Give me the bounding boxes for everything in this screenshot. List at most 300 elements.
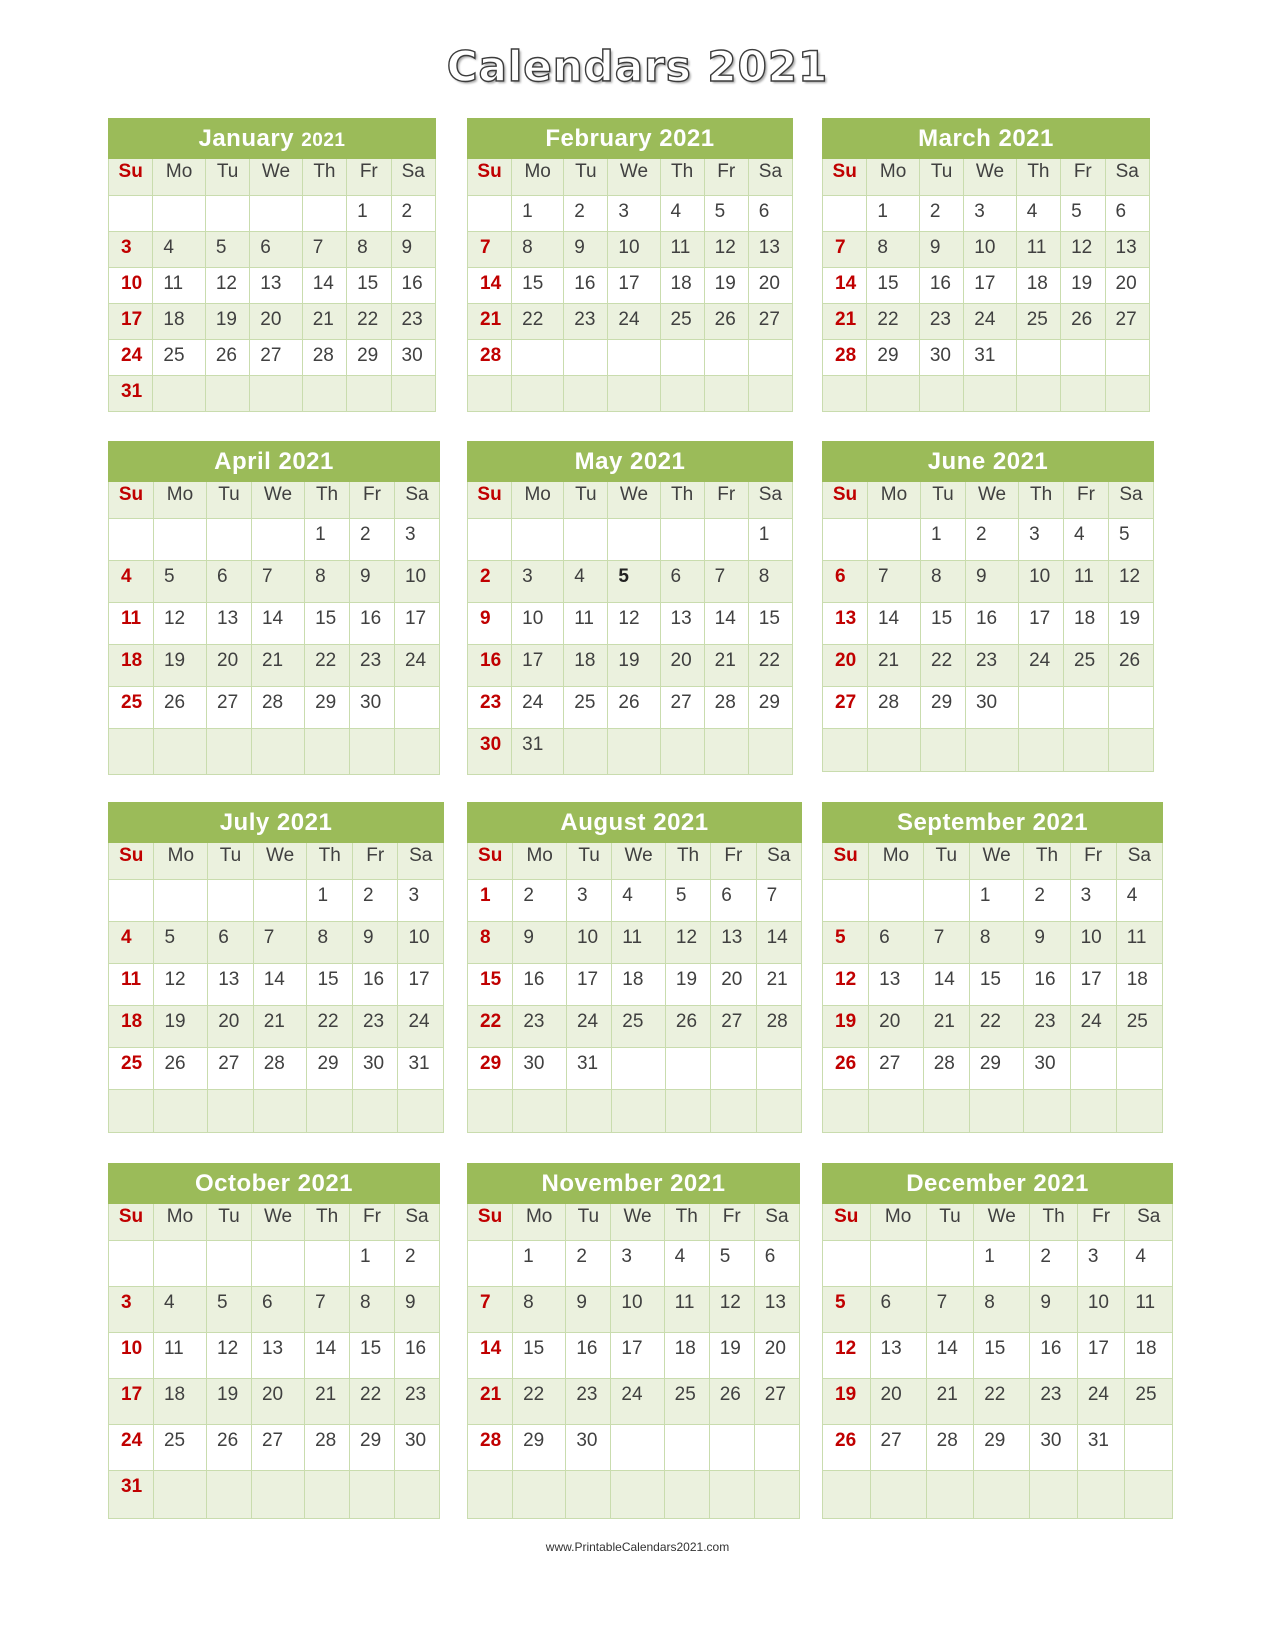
day-cell: [251, 729, 304, 775]
footer-url: www.PrintableCalendars2021.com: [545, 1540, 730, 1554]
weekday-label: Mo: [513, 1204, 566, 1241]
day-cell: 13: [748, 232, 792, 268]
day-cell: 25: [109, 1048, 154, 1090]
day-cell: [969, 1090, 1024, 1133]
month-header: [468, 119, 793, 159]
day-cell: 28: [867, 687, 920, 729]
weekday-row: [823, 1204, 1173, 1241]
day-cell: 24: [1070, 1006, 1116, 1048]
day-cell: 9: [391, 232, 436, 268]
day-cell: [564, 376, 608, 412]
day-cell: 23: [394, 1379, 439, 1425]
day-cell: 27: [660, 687, 704, 729]
day-cell: 8: [974, 1287, 1030, 1333]
day-cell: [974, 1471, 1030, 1519]
day-cell: 17: [1070, 964, 1116, 1006]
day-cell: 21: [468, 1379, 513, 1425]
day-cell: 25: [1125, 1379, 1173, 1425]
day-cell: [869, 1090, 924, 1133]
day-cell: 29: [350, 1425, 395, 1471]
weekday-label: Su: [468, 159, 512, 196]
day-cell: 10: [1070, 922, 1116, 964]
day-cell: 20: [711, 964, 756, 1006]
weekday-label: Su: [468, 843, 513, 880]
weekday-label: Sa: [391, 159, 436, 196]
day-cell: 29: [513, 1425, 566, 1471]
week-row: [109, 196, 436, 232]
week-row: [109, 268, 436, 304]
day-cell: 5: [709, 1241, 754, 1287]
day-cell: 10: [566, 922, 611, 964]
day-cell: 26: [709, 1379, 754, 1425]
day-cell: 8: [468, 922, 513, 964]
day-cell: 19: [709, 1333, 754, 1379]
day-cell: [109, 1090, 154, 1133]
day-cell: 23: [566, 1379, 611, 1425]
day-cell: [109, 880, 154, 922]
day-cell: 6: [1105, 196, 1150, 232]
week-row: [468, 1090, 802, 1133]
day-cell: 13: [250, 268, 302, 304]
week-row: [109, 340, 436, 376]
day-cell: [1108, 687, 1153, 729]
day-cell: 25: [612, 1006, 666, 1048]
day-cell: 26: [823, 1048, 869, 1090]
week-row: [109, 1287, 440, 1333]
weekday-label: Sa: [1116, 843, 1162, 880]
day-cell: 19: [608, 645, 660, 687]
day-cell: 11: [153, 268, 205, 304]
weekday-label: We: [969, 843, 1024, 880]
day-cell: 25: [660, 304, 704, 340]
day-cell: [660, 729, 704, 775]
month-name: May: [574, 447, 623, 475]
month-year: 2021: [659, 124, 715, 152]
day-cell: 24: [566, 1006, 611, 1048]
day-cell: 12: [704, 232, 748, 268]
day-cell: 9: [566, 1287, 611, 1333]
day-cell: 30: [1024, 1048, 1070, 1090]
month-header: [823, 442, 1154, 482]
day-cell: 2: [1024, 880, 1070, 922]
day-cell: 22: [748, 645, 792, 687]
weekday-row: [109, 843, 444, 880]
day-cell: 9: [513, 922, 567, 964]
day-cell: [660, 519, 704, 561]
day-cell: [564, 340, 608, 376]
day-cell: [564, 729, 608, 775]
day-cell: 17: [608, 268, 660, 304]
day-cell: 21: [468, 304, 512, 340]
month-october: [108, 1163, 440, 1519]
day-cell: 27: [870, 1425, 926, 1471]
day-cell: 5: [205, 232, 249, 268]
weekday-label: Mo: [153, 1204, 206, 1241]
day-cell: [394, 1471, 439, 1519]
day-cell: 6: [250, 232, 302, 268]
week-row: [823, 1048, 1163, 1090]
day-cell: 26: [1061, 304, 1105, 340]
day-cell: 23: [564, 304, 608, 340]
weekday-label: Th: [1019, 482, 1064, 519]
day-cell: [468, 376, 512, 412]
day-cell: [870, 1471, 926, 1519]
week-row: [823, 304, 1150, 340]
day-cell: 15: [305, 603, 350, 645]
month-august: [467, 802, 802, 1133]
day-cell: 11: [660, 232, 704, 268]
day-cell: [1016, 340, 1060, 376]
day-cell: [305, 1241, 350, 1287]
day-cell: 4: [1116, 880, 1162, 922]
day-cell: [302, 196, 346, 232]
weekday-row: [109, 1204, 440, 1241]
day-cell: 7: [253, 922, 307, 964]
day-cell: 25: [1016, 304, 1060, 340]
week-row: [468, 1006, 802, 1048]
day-cell: 8: [867, 232, 919, 268]
day-cell: 14: [823, 268, 867, 304]
day-cell: [109, 729, 154, 775]
week-row: [823, 922, 1163, 964]
week-row: [109, 304, 436, 340]
day-cell: [704, 340, 748, 376]
weekday-label: Mo: [154, 843, 208, 880]
day-cell: 7: [468, 232, 512, 268]
day-cell: 19: [823, 1379, 871, 1425]
day-cell: [1019, 729, 1064, 772]
day-cell: 21: [867, 645, 920, 687]
weekday-label: We: [250, 159, 302, 196]
weekday-row: [468, 159, 793, 196]
day-cell: [512, 340, 564, 376]
weekday-label: Th: [307, 843, 352, 880]
day-cell: 11: [612, 922, 666, 964]
weekday-label: Su: [109, 843, 154, 880]
day-cell: 12: [709, 1287, 754, 1333]
day-cell: [923, 880, 969, 922]
week-row: [468, 1379, 800, 1425]
day-cell: 22: [921, 645, 966, 687]
day-cell: 26: [205, 340, 249, 376]
day-cell: 15: [512, 268, 564, 304]
day-cell: [1064, 687, 1109, 729]
day-cell: 7: [305, 1287, 350, 1333]
weekday-label: Su: [109, 482, 154, 519]
day-cell: 3: [1077, 1241, 1125, 1287]
day-cell: [251, 519, 304, 561]
day-cell: 28: [251, 687, 304, 729]
day-cell: [207, 1241, 252, 1287]
weekday-label: Fr: [1077, 1204, 1125, 1241]
day-cell: 14: [251, 603, 304, 645]
day-cell: [1024, 1090, 1070, 1133]
day-cell: 10: [109, 268, 153, 304]
weekday-label: We: [253, 843, 307, 880]
month-year: 2021: [629, 447, 686, 475]
weekday-row: [468, 1204, 800, 1241]
day-cell: 5: [1108, 519, 1153, 561]
day-cell: 13: [660, 603, 704, 645]
week-row: [109, 645, 440, 687]
day-cell: 2: [394, 1241, 439, 1287]
day-cell: [391, 376, 436, 412]
day-cell: 12: [823, 964, 869, 1006]
day-cell: [823, 1090, 869, 1133]
day-cell: [468, 1090, 513, 1133]
month-header: [109, 119, 436, 159]
day-cell: [1061, 376, 1105, 412]
day-cell: [612, 1090, 666, 1133]
day-cell: 21: [302, 304, 346, 340]
weekday-label: Mo: [867, 482, 920, 519]
month-header: [109, 1164, 440, 1204]
day-cell: 18: [153, 1379, 206, 1425]
day-cell: 20: [207, 645, 252, 687]
day-cell: 4: [1016, 196, 1060, 232]
day-cell: 31: [566, 1048, 611, 1090]
day-cell: 1: [347, 196, 391, 232]
weekday-label: Fr: [1064, 482, 1109, 519]
weekday-label: Mo: [512, 159, 564, 196]
weekday-label: We: [964, 159, 1016, 196]
day-cell: 27: [251, 1425, 304, 1471]
day-cell: 11: [564, 603, 608, 645]
week-row: [109, 1333, 440, 1379]
day-cell: 29: [307, 1048, 352, 1090]
day-cell: 27: [711, 1006, 756, 1048]
week-row: [109, 519, 440, 561]
weekday-label: Th: [665, 843, 710, 880]
day-cell: 18: [564, 645, 608, 687]
day-cell: 31: [512, 729, 564, 775]
day-cell: [748, 376, 792, 412]
month-april: [108, 441, 440, 775]
day-cell: [612, 1048, 666, 1090]
day-cell: 15: [513, 1333, 566, 1379]
weekday-label: Tu: [926, 1204, 974, 1241]
day-cell: [250, 196, 302, 232]
day-cell: 21: [251, 645, 304, 687]
weekday-label: Fr: [711, 843, 756, 880]
day-cell: 5: [608, 561, 660, 603]
weekday-label: Sa: [748, 159, 792, 196]
day-cell: [1105, 340, 1150, 376]
day-cell: 7: [923, 922, 969, 964]
day-cell: 1: [468, 880, 513, 922]
week-row: [823, 1090, 1163, 1133]
day-cell: [704, 729, 748, 775]
weekday-label: Th: [305, 1204, 350, 1241]
weekday-label: We: [965, 482, 1018, 519]
day-cell: 28: [756, 1006, 801, 1048]
month-name: August: [560, 808, 647, 836]
week-row: [109, 1471, 440, 1519]
page-title: Calendars 2021: [446, 42, 829, 91]
day-cell: 27: [1105, 304, 1150, 340]
month-name: November: [541, 1169, 663, 1197]
day-cell: 23: [513, 1006, 567, 1048]
week-row: [109, 1090, 444, 1133]
week-row: [823, 1006, 1163, 1048]
week-row: [823, 729, 1154, 772]
week-row: [823, 196, 1150, 232]
day-cell: 18: [1125, 1333, 1173, 1379]
day-cell: 1: [974, 1241, 1030, 1287]
day-cell: 2: [513, 880, 567, 922]
day-cell: 27: [754, 1379, 799, 1425]
day-cell: 24: [512, 687, 564, 729]
weekday-label: We: [974, 1204, 1030, 1241]
day-cell: 23: [352, 1006, 397, 1048]
day-cell: [608, 729, 660, 775]
month-header: [823, 1164, 1173, 1204]
week-row: [468, 340, 793, 376]
day-cell: [205, 376, 249, 412]
day-cell: 13: [711, 922, 756, 964]
day-cell: 30: [352, 1048, 397, 1090]
day-cell: 1: [513, 1241, 566, 1287]
week-row: [468, 1471, 800, 1519]
day-cell: 15: [350, 1333, 395, 1379]
day-cell: 15: [307, 964, 352, 1006]
day-cell: 11: [1125, 1287, 1173, 1333]
day-cell: 16: [564, 268, 608, 304]
day-cell: 26: [608, 687, 660, 729]
day-cell: 16: [352, 964, 397, 1006]
day-cell: 5: [207, 1287, 252, 1333]
day-cell: [611, 1471, 664, 1519]
day-cell: 16: [919, 268, 963, 304]
day-cell: 13: [251, 1333, 304, 1379]
day-cell: 3: [394, 519, 439, 561]
day-cell: 26: [153, 687, 206, 729]
day-cell: 30: [566, 1425, 611, 1471]
week-row: [468, 1425, 800, 1471]
day-cell: 3: [109, 232, 153, 268]
day-cell: 24: [1077, 1379, 1125, 1425]
weekday-label: Tu: [566, 1204, 611, 1241]
day-cell: 31: [398, 1048, 444, 1090]
day-cell: [665, 1048, 710, 1090]
day-cell: 19: [207, 1379, 252, 1425]
day-cell: 3: [608, 196, 660, 232]
day-cell: [513, 1090, 567, 1133]
week-row: [109, 1006, 444, 1048]
week-row: [823, 376, 1150, 412]
month-name: February: [545, 124, 653, 152]
weekday-label: Tu: [923, 843, 969, 880]
day-cell: [965, 729, 1018, 772]
day-cell: 25: [564, 687, 608, 729]
day-cell: 7: [867, 561, 920, 603]
day-cell: 6: [251, 1287, 304, 1333]
weekday-label: Su: [823, 482, 868, 519]
weekday-label: Th: [1030, 1204, 1078, 1241]
day-cell: 17: [512, 645, 564, 687]
day-cell: 24: [109, 1425, 154, 1471]
day-cell: 5: [153, 561, 206, 603]
day-cell: 20: [870, 1379, 926, 1425]
weekday-label: Sa: [394, 1204, 439, 1241]
day-cell: 8: [748, 561, 792, 603]
day-cell: 8: [921, 561, 966, 603]
day-cell: 21: [305, 1379, 350, 1425]
week-row: [468, 1287, 800, 1333]
day-cell: 29: [969, 1048, 1024, 1090]
day-cell: 27: [748, 304, 792, 340]
day-cell: 28: [704, 687, 748, 729]
day-cell: 9: [1024, 922, 1070, 964]
day-cell: [823, 1241, 871, 1287]
day-cell: 8: [307, 922, 352, 964]
day-cell: 24: [964, 304, 1016, 340]
week-row: [823, 232, 1150, 268]
day-cell: 22: [307, 1006, 352, 1048]
day-cell: [919, 376, 963, 412]
day-cell: 29: [305, 687, 350, 729]
day-cell: 14: [704, 603, 748, 645]
day-cell: 5: [665, 880, 710, 922]
day-cell: 9: [352, 922, 397, 964]
day-cell: 17: [611, 1333, 664, 1379]
day-cell: 14: [253, 964, 307, 1006]
day-cell: 9: [919, 232, 963, 268]
day-cell: 15: [468, 964, 513, 1006]
month-name: July: [219, 808, 270, 836]
weekday-label: Su: [823, 159, 867, 196]
day-cell: 18: [664, 1333, 709, 1379]
day-cell: 14: [302, 268, 346, 304]
month-september: [822, 802, 1163, 1133]
day-cell: [468, 519, 512, 561]
day-cell: 1: [969, 880, 1024, 922]
day-cell: [964, 376, 1016, 412]
day-cell: 21: [823, 304, 867, 340]
week-row: [109, 232, 436, 268]
day-cell: 17: [964, 268, 1016, 304]
day-cell: 4: [1125, 1241, 1173, 1287]
day-cell: 29: [468, 1048, 513, 1090]
day-cell: 4: [153, 1287, 206, 1333]
day-cell: 5: [823, 1287, 871, 1333]
day-cell: 4: [153, 232, 205, 268]
day-cell: 20: [869, 1006, 924, 1048]
month-header: [109, 442, 440, 482]
week-row: [823, 687, 1154, 729]
day-cell: 19: [205, 304, 249, 340]
day-cell: [611, 1425, 664, 1471]
day-cell: 17: [1019, 603, 1064, 645]
day-cell: [1105, 376, 1150, 412]
day-cell: 31: [109, 1471, 154, 1519]
day-cell: [704, 519, 748, 561]
month-name: April: [214, 447, 272, 475]
weekday-row: [468, 843, 802, 880]
day-cell: 6: [711, 880, 756, 922]
weekday-label: Fr: [1061, 159, 1105, 196]
month-name: October: [194, 1169, 291, 1197]
day-cell: 12: [207, 1333, 252, 1379]
week-row: [468, 1048, 802, 1090]
day-cell: 23: [350, 645, 395, 687]
weekday-label: Tu: [208, 843, 253, 880]
week-row: [468, 729, 793, 775]
day-cell: 8: [513, 1287, 566, 1333]
day-cell: 20: [1105, 268, 1150, 304]
day-cell: [153, 519, 206, 561]
day-cell: 22: [974, 1379, 1030, 1425]
